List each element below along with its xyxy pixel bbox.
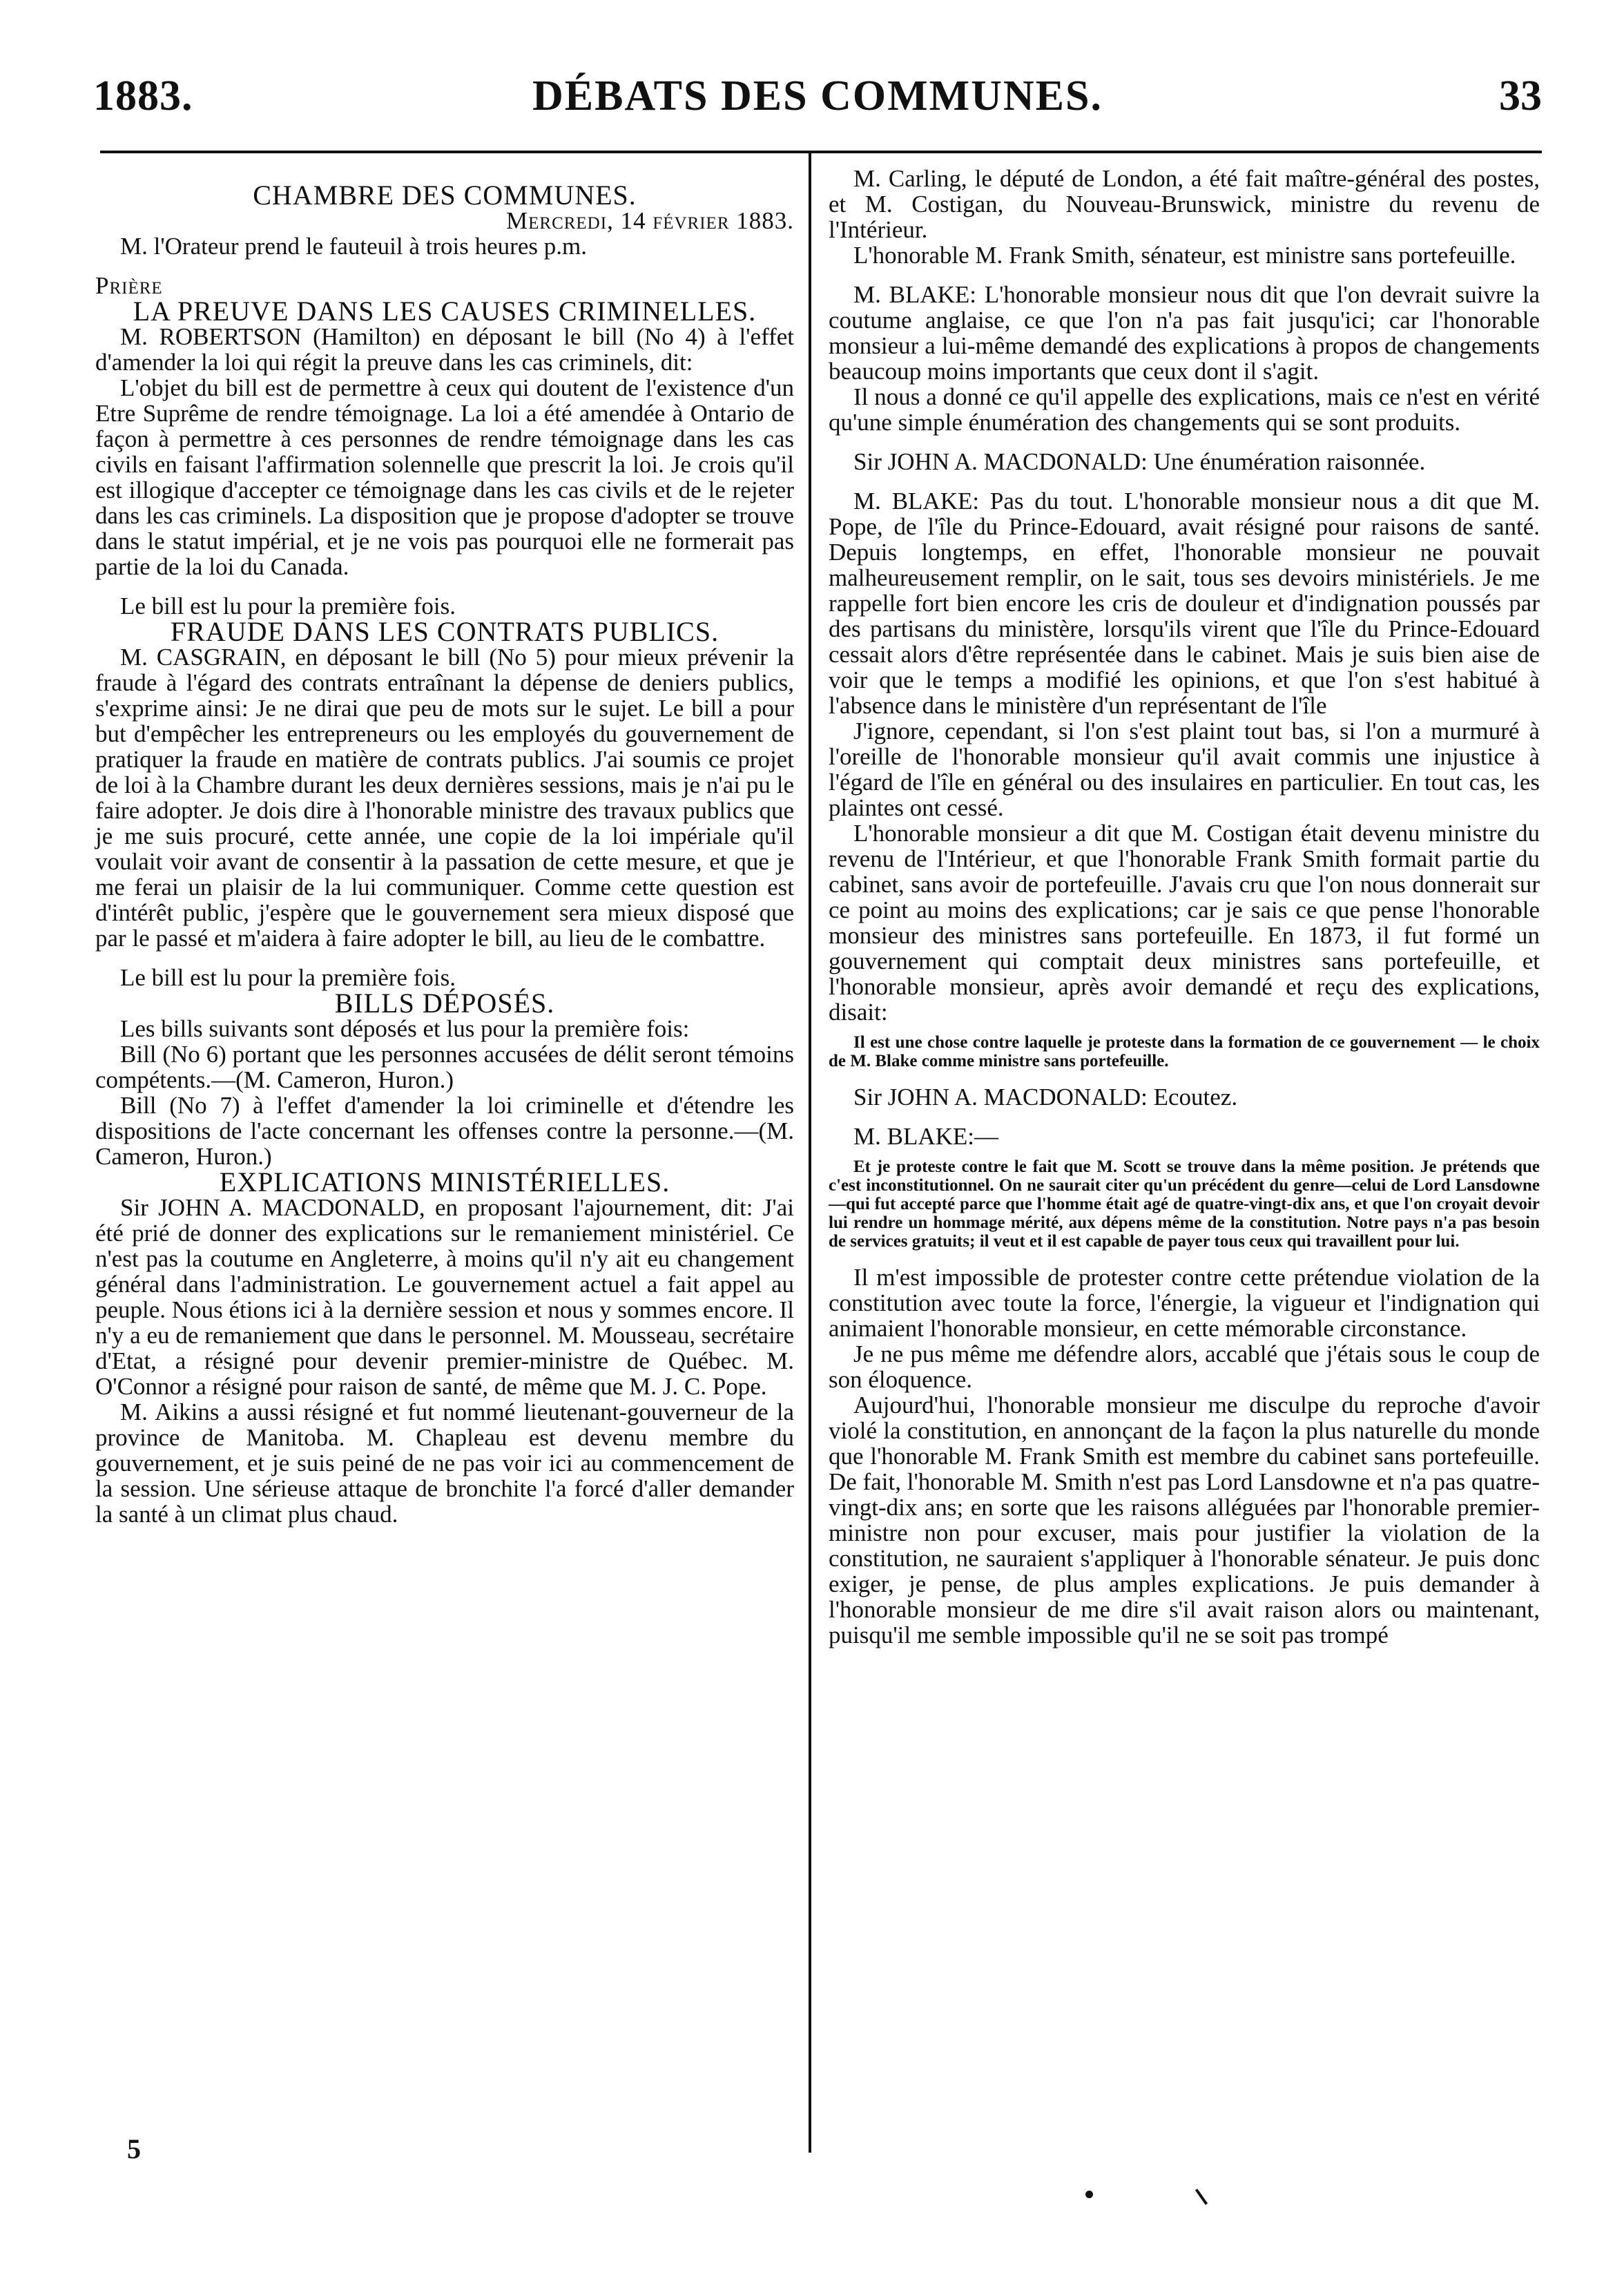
paragraph: Aujourd'hui, l'honorable monsieur me disculpe du reproche d'avoir violé la constitution, en annonçant de la façon la plus naturelle du monde que l'honorable M. Frank Smith est membre du cabinet sans portefeuille. De fait, l'honorable M. Smith n'est pas Lord Lansdowne et n'a pas quatre-vingt-dix ans; en sorte que les raisons alléguées par l'honorable premier-ministre non pour excuser, mais pour justifier la violation de la constitution, ne sauraient s'appliquer à l'honorable sénateur. Je puis donc exiger, je pense, de plus amples explications. Je puis demander à l'honorable monsieur de me dire s'il avait raison alors ou maintenant, puisqu'il me semble impossible qu'il ne se soit pas trompé <box>829 1392 1540 1648</box>
page-number: 33 <box>1499 73 1542 119</box>
ink-mark <box>1195 2189 1208 2205</box>
ink-mark <box>1085 2191 1093 2198</box>
signature-folio: 5 <box>127 2133 141 2164</box>
header-year: 1883. <box>93 73 193 119</box>
left-column <box>95 166 794 1527</box>
paragraph: Sir JOHN A. MACDONALD: Une énumération raisonnée. <box>853 448 1426 475</box>
section-heading-explanations: EXPLICATIONS MINISTÉRIELLES. <box>219 1166 670 1198</box>
paragraph: Le bill est lu pour la première fois. <box>120 593 456 619</box>
quotation: Il est une chose contre laquelle je proteste dans la formation de ce gouvernement — le choix de M. Blake comme ministre sans portefeuille. <box>829 1033 1540 1070</box>
paragraph: Il m'est impossible de protester contre cette prétendue violation de la constitution avec toute la force, l'énergie, la vigueur et l'indignation qui animaient l'honorable monsieur, en cette mémorable circonstance. <box>829 1264 1540 1342</box>
paragraph: M. CASGRAIN, en déposant le bill (No 5) pour mieux prévenir la fraude à l'égard des contrats entraînant la dépense de deniers publics, s'exprime ainsi: Je ne dirai que peu de mots sur le sujet. Le bill a pour but d'empêcher les entrepreneurs ou les employés du gouvernement de pratiquer la fraude en matière de contrats publics. J'ai soumis ce projet de loi à la Chambre durant les deux dernières sessions, mais je n'ai pu le faire adopter. Je dois dire à l'honorable ministre des travaux publics que je me suis procuré, cette année, une copie de la loi impériale qu'il voulait voir avant de consentir à la passation de cette mesure, et que je me ferai un plaisir de la lui communiquer. Comme cette question est d'intérêt public, j'espère que le gouvernement sera mieux disposé que par le passé et m'aidera à faire adopter le bill, au lieu de le combattre. <box>95 644 794 952</box>
quotation: Et je proteste contre le fait que M. Scott se trouve dans la même position. Je prétends que c'est inconstitutionnel. On ne saurait citer qu'un précédent du genre—celui de Lord Lansdowne—qui fut accepté parce que l'homme était agé de quatre-vingt-dix ans, et que l'on croyait devoir lui rendre un hommage mérité, aux dépens même de la constitution. Notre pays n'a pas besoin de services gratuits; il veut et il est capable de payer tous ceux qui travaillent pour lui. <box>829 1157 1540 1251</box>
paragraph: M. BLAKE: L'honorable monsieur nous dit que l'on devrait suivre la coutume anglaise, ce que l'on n'a pas fait jusqu'ici; car l'honorable monsieur a lui-même demandé des explications à propos de changements beaucoup moins importants que ceux dont il s'agit. <box>829 281 1540 385</box>
paragraph: L'honorable monsieur a dit que M. Costigan était devenu ministre du revenu de l'Intérieur, et que l'honorable Frank Smith formait partie du cabinet, sans avoir de portefeuille. J'avais cru que l'on nous donnerait sur ce point au moins des explications; car je sais ce que pense l'honorable monsieur des ministres sans portefeuille. En 1873, il fut formé un gouvernement qui comptait deux ministres sans portefeuille, et l'honorable monsieur, après avoir demandé et reçu des explications, disait: <box>829 820 1540 1026</box>
opening-paragraph: M. l'Orateur prend le fauteuil à trois heures p.m. <box>120 233 587 260</box>
page-header <box>93 66 1542 128</box>
paragraph: Sir JOHN A. MACDONALD, en proposant l'ajournement, dit: J'ai été prié de donner des explications sur le remaniement ministériel. Ce n'est pas la coutume en Angleterre, à moins qu'il n'y ait eu changement général dans l'administration. Le gouvernement actuel a fait appel au peuple. Nous étions ici à la dernière session et nous y sommes encore. Il n'y a eu de remaniement que dans le personnel. M. Mousseau, secrétaire d'Etat, a résigné pour devenir premier-ministre de Québec. M. O'Connor a résigné pour raison de santé, de même que M. J. C. Pope. <box>95 1194 794 1400</box>
section-heading-chamber: CHAMBRE DES COMMUNES. <box>253 180 637 211</box>
paragraph: Les bills suivants sont déposés et lus pour la première fois: <box>120 1015 690 1042</box>
paragraph: Le bill est lu pour la première fois. <box>120 964 456 991</box>
paragraph: Bill (No 6) portant que les personnes accusées de délit seront témoins compétents.—(M. Cameron, Huron.) <box>95 1041 794 1093</box>
paragraph: M. Aikins a aussi résigné et fut nommé lieutenant-gouverneur de la province de Manitoba. M. Chapleau est devenu membre du gouvernement, et je suis peiné de ne pas voir ici au commencement de la session. Une sérieuse attaque de bronchite l'a forcé d'aller demander la santé à un climat plus chaud. <box>95 1398 794 1528</box>
paragraph: Bill (No 7) à l'effet d'amender la loi criminelle et d'étendre les dispositions de l'acte concernant les offenses contre la personne.—(M. Cameron, Huron.) <box>95 1092 794 1170</box>
header-rule <box>100 151 1542 153</box>
paragraph: Je ne pus même me défendre alors, accablé que j'étais sous le coup de son éloquence. <box>829 1340 1540 1393</box>
section-heading-bills: BILLS DÉPOSÉS. <box>334 988 555 1019</box>
paragraph: Il nous a donné ce qu'il appelle des explications, mais ce n'est en vérité qu'une simple énumération des changements qui se sont produits. <box>829 383 1540 436</box>
section-heading-evidence: LA PREUVE DANS LES CAUSES CRIMINELLES. <box>133 296 757 327</box>
prayer-label: Prière <box>95 272 163 299</box>
paragraph: M. BLAKE: Pas du tout. L'honorable monsieur nous a dit que M. Pope, de l'île du Prince-Edouard, avait résigné pour raisons de santé. Depuis longtemps, en effet, l'honorable monsieur ne pouvait malheureusement remplir, on le sait, tous ses devoirs ministériels. Je me rappelle fort bien encore les cris de douleur et d'indignation poussés par des partisans du ministère, lorsqu'ils virent que l'île du Prince-Edouard cessait alors d'être représentée dans le cabinet. Mais je suis bien aise de voir que le temps a modifié les opinions, et que l'on s'est habitué à l'absence dans le ministère d'un représentant de l'île <box>829 488 1540 719</box>
paragraph: M. ROBERTSON (Hamilton) en déposant le bill (No 4) à l'effet d'amender la loi qui régit la preuve dans les cas criminels, dit: <box>95 323 794 376</box>
sitting-date: Mercredi, 14 février 1883. <box>506 207 794 234</box>
paragraph: M. BLAKE:— <box>853 1123 998 1150</box>
paragraph: L'objet du bill est de permettre à ceux qui doutent de l'existence d'un Etre Suprême de rendre témoignage. La loi a été amendée à Ontario de façon à permettre à ces personnes de rendre témoignage dans les cas civils en faisant l'affirmation solennelle que prescrit la loi. Je crois qu'il est illogique d'accepter ce témoignage dans les cas civils et de le rejeter dans les cas criminels. La disposition que je propose d'adopter se trouve dans le statut impérial, et je ne vois pas pourquoi elle ne formerait pas partie de la loi du Canada. <box>95 374 794 580</box>
right-column <box>829 166 1540 1648</box>
section-heading-fraud: FRAUDE DANS LES CONTRATS PUBLICS. <box>170 616 719 647</box>
paragraph: M. Carling, le député de London, a été fait maître-général des postes, et M. Costigan, du Nouveau-Brunswick, ministre du revenu de l'Intérieur. <box>829 165 1540 243</box>
running-title: DÉBATS DES COMMUNES. <box>532 73 1103 119</box>
paragraph: L'honorable M. Frank Smith, sénateur, est ministre sans portefeuille. <box>853 242 1516 269</box>
column-divider <box>809 153 811 2153</box>
paragraph: J'ignore, cependant, si l'on s'est plaint tout bas, si l'on a murmuré à l'oreille de l'honorable monsieur qu'il avait commis une injustice à l'égard de l'île en général ou des insulaires en particulier. En tout cas, les plaintes ont cessé. <box>829 718 1540 821</box>
paragraph: Sir JOHN A. MACDONALD: Ecoutez. <box>853 1084 1238 1110</box>
